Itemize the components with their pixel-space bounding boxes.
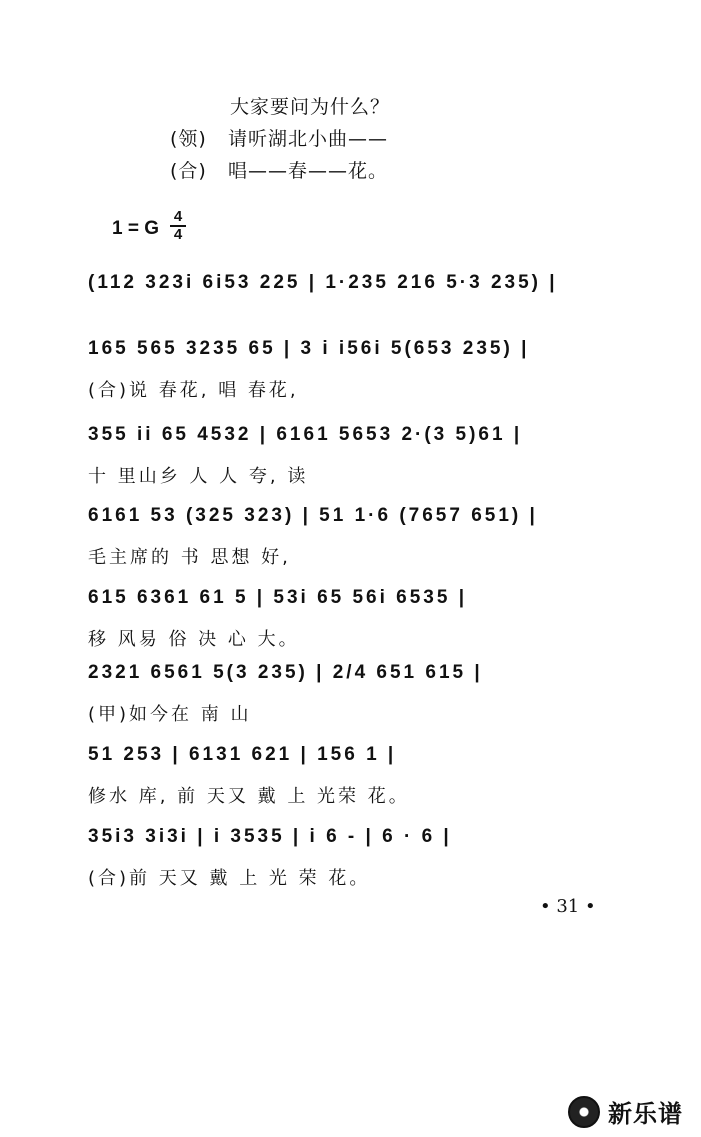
intro-line-2 [170,124,388,151]
lyrics-row-2: (合)说 春花, 唱 春花, [88,380,299,401]
lyrics-row-6: (甲)如今在 南 山 [88,704,252,725]
lyrics-row-7: 修水 库, 前 天又 戴 上 光荣 花。 [88,786,410,807]
record-disc-icon [568,1096,600,1128]
intro-line-2-text: 请听湖北小曲—— [228,128,389,150]
lyrics-row-5: 移 风易 俗 决 心 大。 [88,629,300,650]
lead-tag: (领) [170,128,207,150]
notes-row-3: 355 ii 65 4532 | 6161 5653 2·(3 5)61 | [88,424,523,445]
intro-line-3 [170,156,388,183]
notes-row-6: 2321 6561 5(3 235) | 2/4 651 615 | [88,662,483,683]
watermark-text: 新乐谱 [608,1100,683,1128]
key-signature: 1 = G [112,218,159,239]
notes-row-5: 615 6361 61 5 | 53i 65 56i 6535 | [88,587,468,608]
time-bottom: 4 [173,226,183,243]
notes-row-4: 6161 53 (325 323) | 51 1·6 (7657 651) | [88,505,538,526]
intro-line-3-text: 唱——春——花。 [228,160,389,182]
notes-row-1: (112 323i 6i53 225 | 1·235 216 5·3 235) | [88,272,558,293]
lyrics-row-8: (合)前 天又 戴 上 光 荣 花。 [88,868,371,889]
notes-row-8: 35i3 3i3i | i 3535 | i 6 - | 6 · 6 | [88,826,452,847]
lyrics-row-3: 十 里山乡 人 人 夸, 读 [88,466,309,487]
time-top: 4 [173,208,183,225]
chorus-tag: (合) [170,160,207,182]
intro-line-1 [230,92,390,119]
notes-row-2: 165 565 3235 65 | 3 i i56i 5(653 235) | [88,338,530,359]
notes-row-7: 51 253 | 6131 621 | 156 1 | [88,744,397,765]
page-number: • 31 • [540,896,596,917]
intro-line-1-text: 大家要问为什么？ [230,96,391,118]
lyrics-row-4: 毛主席的 书 思想 好, [88,547,291,568]
time-signature [170,210,186,242]
watermark [568,1094,683,1129]
